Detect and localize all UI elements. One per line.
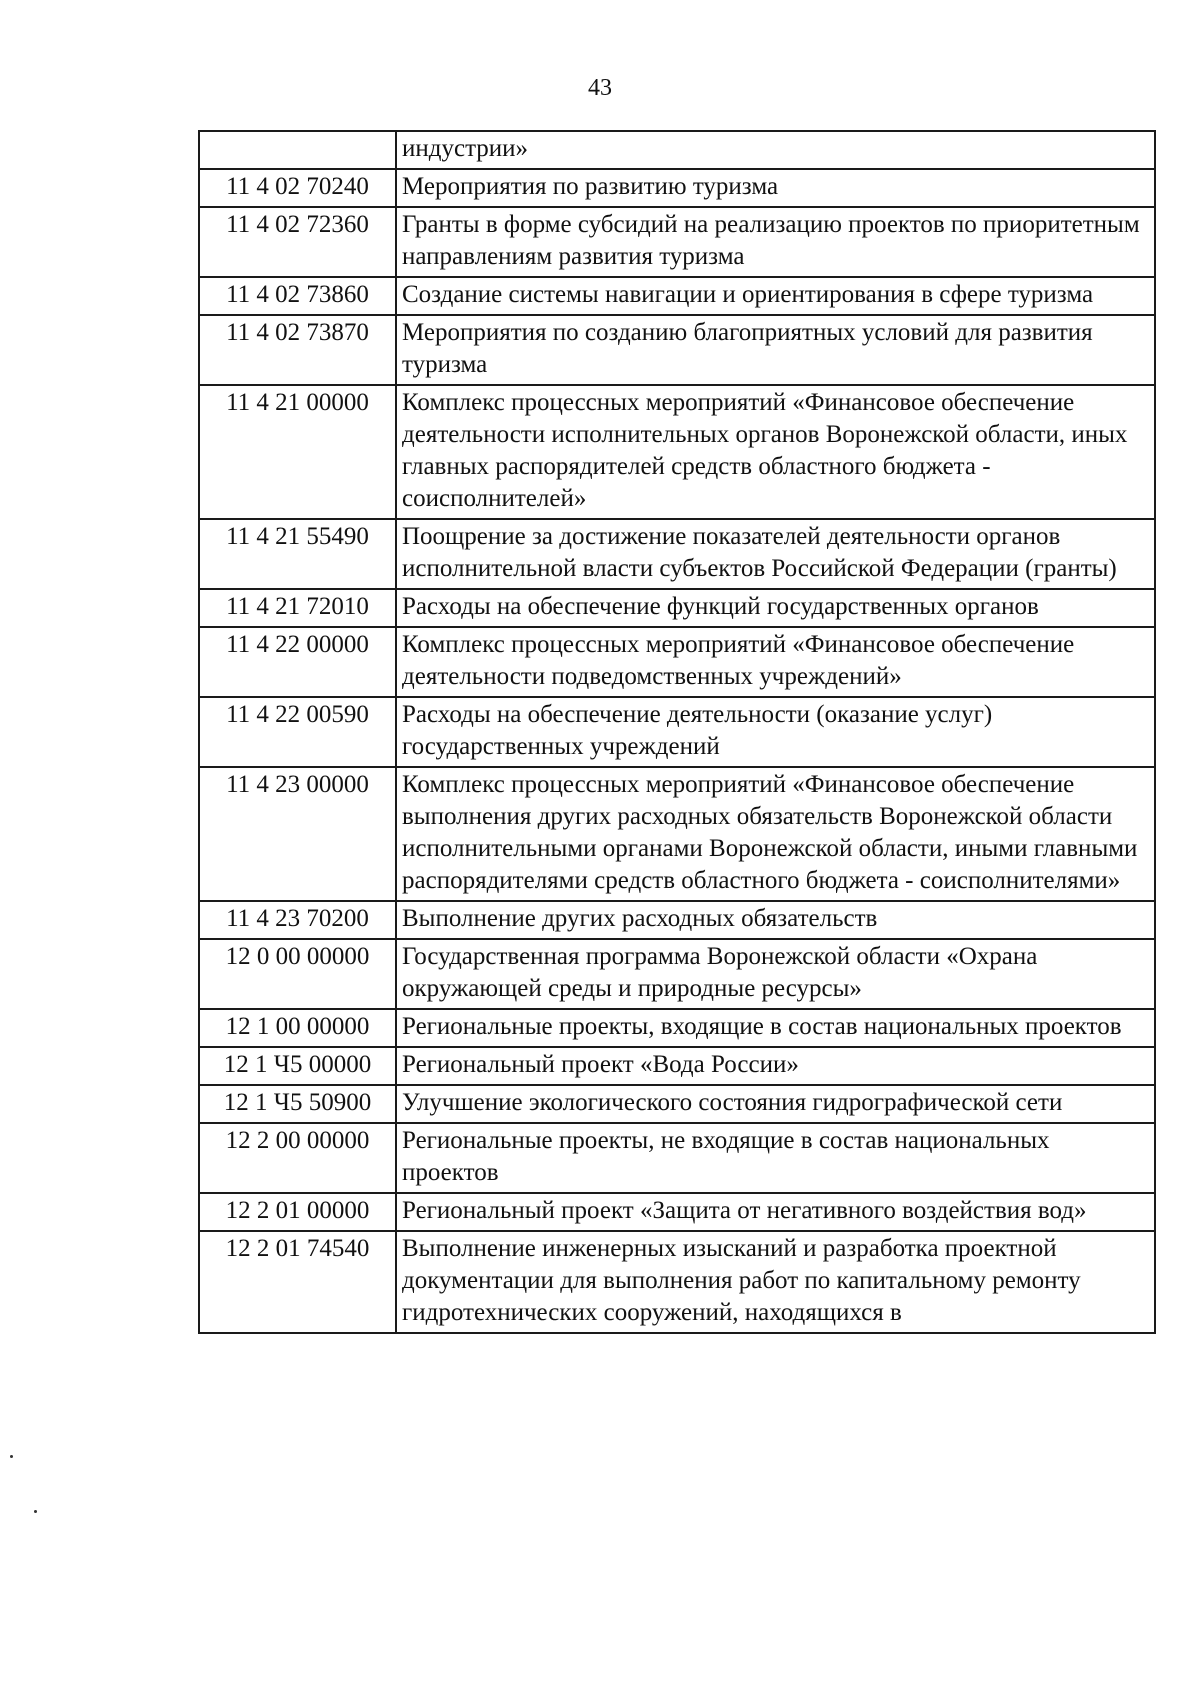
description-cell: Создание системы навигации и ориентирования в сфере туризма (396, 277, 1155, 315)
table-row (199, 901, 1155, 939)
description-cell: Расходы на обеспечение функций государственных органов (396, 589, 1155, 627)
code-cell: 12 1 Ч5 50900 (199, 1085, 396, 1123)
table-row (199, 1123, 1155, 1193)
description-cell: Выполнение инженерных изысканий и разработка проектной документации для выполнения работ по капитальному ремонту гидротехнических сооружений, находящихся в (396, 1231, 1155, 1333)
description-cell: Расходы на обеспечение деятельности (оказание услуг) государственных учреждений (396, 697, 1155, 767)
table-row (199, 315, 1155, 385)
table-row (199, 131, 1155, 169)
table-row (199, 589, 1155, 627)
code-cell: 12 2 01 74540 (199, 1231, 396, 1333)
code-cell: 11 4 21 72010 (199, 589, 396, 627)
description-cell: Комплекс процессных мероприятий «Финансовое обеспечение деятельности подведомственных учреждений» (396, 627, 1155, 697)
code-cell: 12 2 01 00000 (199, 1193, 396, 1231)
table-row (199, 169, 1155, 207)
description-cell: Государственная программа Воронежской области «Охрана окружающей среды и природные ресурсы» (396, 939, 1155, 1009)
code-cell: 11 4 22 00000 (199, 627, 396, 697)
description-cell: Региональный проект «Защита от негативного воздействия вод» (396, 1193, 1155, 1231)
table-row (199, 519, 1155, 589)
description-cell: Комплекс процессных мероприятий «Финансовое обеспечение деятельности исполнительных органов Воронежской области, иных главных распорядителей средств областного бюджета - соисполнителей» (396, 385, 1155, 519)
description-cell: Мероприятия по созданию благоприятных условий для развития туризма (396, 315, 1155, 385)
description-cell: Региональный проект «Вода России» (396, 1047, 1155, 1085)
table-row (199, 1047, 1155, 1085)
code-cell (199, 131, 396, 169)
table-row (199, 1085, 1155, 1123)
code-cell: 11 4 02 73860 (199, 277, 396, 315)
code-cell: 11 4 21 00000 (199, 385, 396, 519)
table-body (199, 131, 1155, 1333)
description-cell: Региональные проекты, входящие в состав национальных проектов (396, 1009, 1155, 1047)
table-row (199, 939, 1155, 1009)
description-cell: Поощрение за достижение показателей деятельности органов исполнительной власти субъектов Российской Федерации (гранты) (396, 519, 1155, 589)
code-cell: 11 4 02 72360 (199, 207, 396, 277)
table-row (199, 697, 1155, 767)
table-row (199, 767, 1155, 901)
scan-speck (10, 1455, 13, 1458)
table-row (199, 385, 1155, 519)
scan-speck (34, 1510, 37, 1513)
code-cell: 11 4 23 70200 (199, 901, 396, 939)
budget-classification-table (198, 130, 1156, 1334)
table-row (199, 1193, 1155, 1231)
page-number: 43 (588, 75, 612, 101)
description-cell: индустрии» (396, 131, 1155, 169)
code-cell: 11 4 02 73870 (199, 315, 396, 385)
code-cell: 12 2 00 00000 (199, 1123, 396, 1193)
description-cell: Комплекс процессных мероприятий «Финансовое обеспечение выполнения других расходных обязательств Воронежской области исполнительными органами Воронежской области, иными главными распорядителями средств областного бюджета - соисполнителями» (396, 767, 1155, 901)
description-cell: Мероприятия по развитию туризма (396, 169, 1155, 207)
description-cell: Региональные проекты, не входящие в состав национальных проектов (396, 1123, 1155, 1193)
table-row (199, 1231, 1155, 1333)
table-row (199, 207, 1155, 277)
code-cell: 11 4 22 00590 (199, 697, 396, 767)
code-cell: 12 0 00 00000 (199, 939, 396, 1009)
table-row (199, 627, 1155, 697)
code-cell: 11 4 21 55490 (199, 519, 396, 589)
code-cell: 12 1 Ч5 00000 (199, 1047, 396, 1085)
code-cell: 11 4 23 00000 (199, 767, 396, 901)
description-cell: Улучшение экологического состояния гидрографической сети (396, 1085, 1155, 1123)
table-row (199, 1009, 1155, 1047)
description-cell: Выполнение других расходных обязательств (396, 901, 1155, 939)
description-cell: Гранты в форме субсидий на реализацию проектов по приоритетным направлениям развития туризма (396, 207, 1155, 277)
code-cell: 11 4 02 70240 (199, 169, 396, 207)
table-row (199, 277, 1155, 315)
code-cell: 12 1 00 00000 (199, 1009, 396, 1047)
